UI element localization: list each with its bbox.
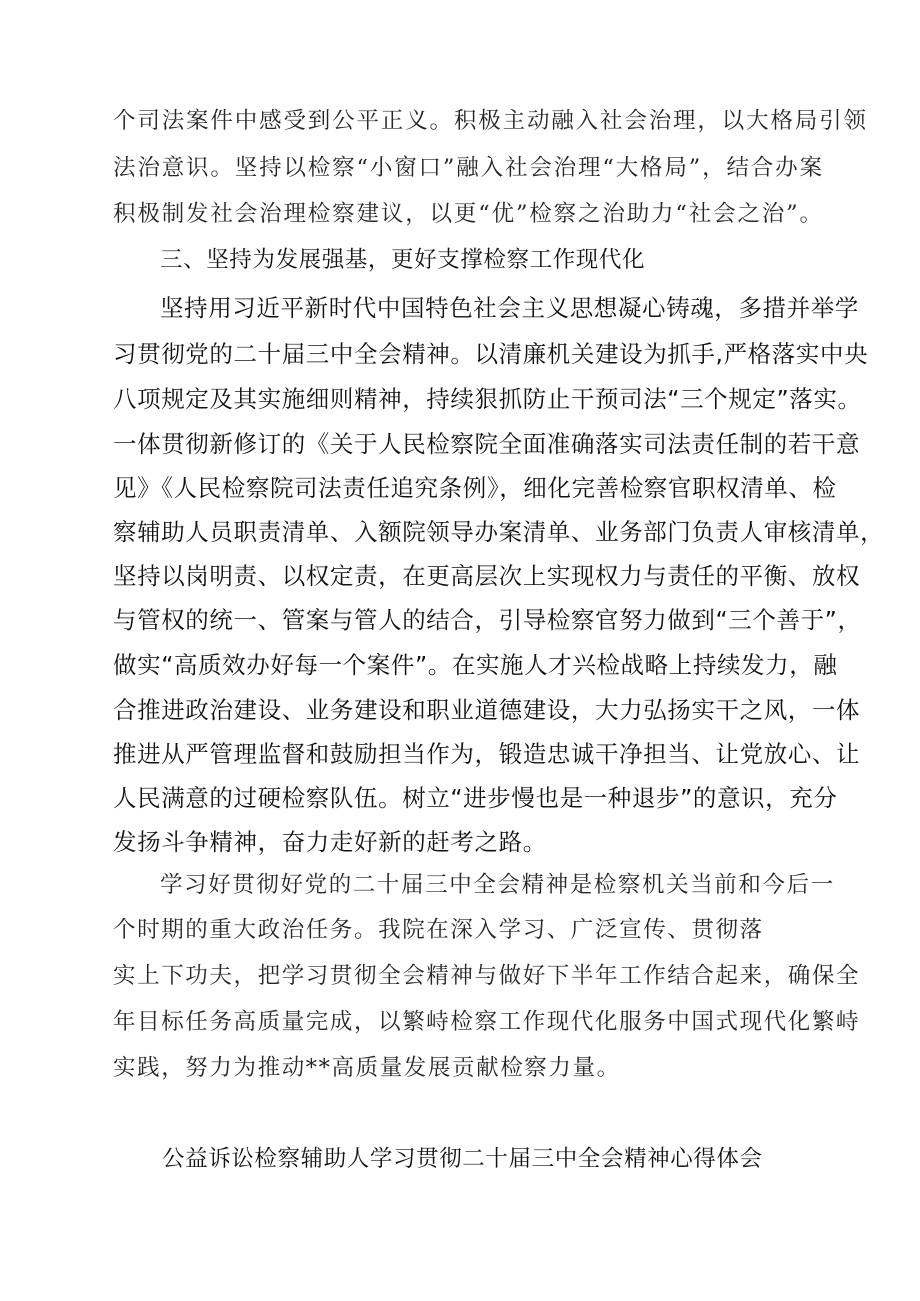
paragraph-line: 见》《人民检察院司法责任追究条例》，细化完善检察官职权清单、检 <box>113 474 837 502</box>
next-article-title: 公益诉讼检察辅助人学习贯彻二十届三中全会精神心得体会 <box>162 1146 763 1172</box>
paragraph-line: 实践，努力为推动**高质量发展贡献检察力量。 <box>113 1055 621 1081</box>
paragraph-line: 与管权的统一、管案与管人的结合，引导检察官努力做到“三个善于”， <box>113 606 862 634</box>
paragraph-line: 坚持以岗明责、以权定责，在更高层次上实现权力与责任的平衡、放权 <box>113 562 861 590</box>
paragraph-line: 学习好贯彻好党的二十届三中全会精神是检察机关当前和今后一 <box>160 872 835 898</box>
paragraph-line: 法治意识。坚持以检察“小窗口”融入社会治理“大格局”，结合办案 <box>113 155 824 181</box>
paragraph-line: 年目标任务高质量完成，以繁峙检察工作现代化服务中国式现代化繁峙 <box>113 1009 861 1035</box>
paragraph-line: 一体贯彻新修订的《关于人民检察院全面准确落实司法责任制的若干意 <box>113 430 861 458</box>
paragraph-line: 实上下功夫，把学习贯彻全会精神与做好下半年工作结合起来，确保全 <box>113 963 861 989</box>
paragraph-line: 做实“高质效办好每一个案件”。在实施人才兴检战略上持续发力，融 <box>113 651 838 679</box>
paragraph-line: 积极制发社会治理检察建议，以更“优”检察之治助力“社会之治”。 <box>113 201 824 227</box>
paragraph-line: 八项规定及其实施细则精神，持续狠抓防止干预司法“三个规定”落实。 <box>113 385 862 413</box>
section-heading: 三、坚持为发展强基，更好支撑检察工作现代化 <box>160 247 646 273</box>
paragraph-line: 合推进政治建设、业务建设和职业道德建设，大力弘扬实干之风，一体 <box>113 696 861 724</box>
paragraph-line: 人民满意的过硬检察队伍。树立“进步慢也是一种退步”的意识，充分 <box>113 784 838 812</box>
paragraph-line: 习贯彻党的二十届三中全会精神。以清廉机关建设为抓手,严格落实中央 <box>113 340 869 368</box>
paragraph-line: 发扬斗争精神，奋力走好新的赶考之路。 <box>113 828 547 856</box>
paragraph-line: 个时期的重大政治任务。我院在深入学习、广泛宣传、贯彻落 <box>113 917 764 943</box>
paragraph-line: 个司法案件中感受到公平正义。积极主动融入社会治理，以大格局引领 <box>113 108 868 134</box>
paragraph-line: 察辅助人员职责清单、入额院领导办案清单、业务部门负责人审核清单， <box>113 518 885 546</box>
paragraph-line: 坚持用习近平新时代中国特色社会主义思想凝心铸魂，多措并举学 <box>160 294 859 322</box>
paragraph-line: 推进从严管理监督和鼓励担当作为，锻造忠诚干净担当、让党放心、让 <box>113 740 861 768</box>
